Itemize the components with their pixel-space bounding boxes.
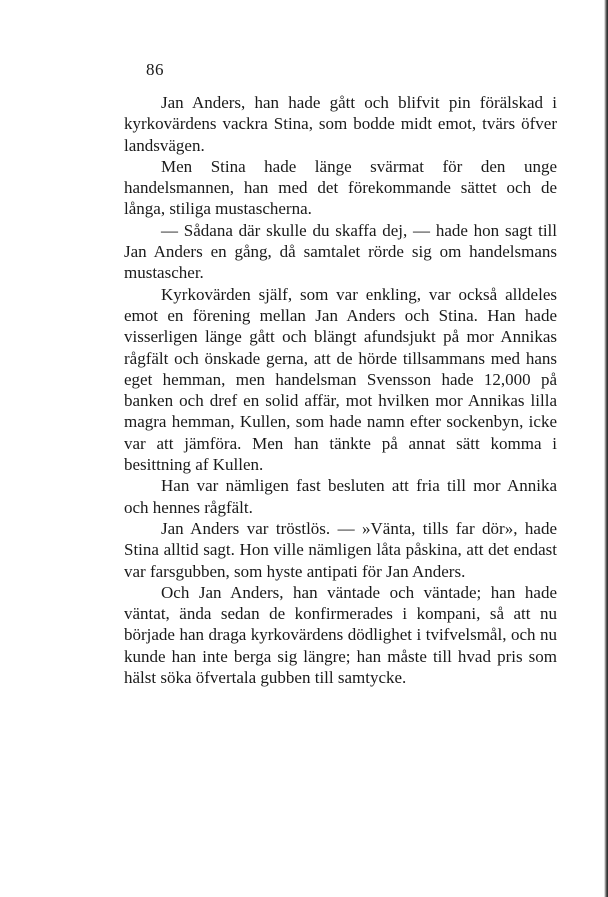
paragraph-3: — Sådana där skulle du skaffa dej, — hade hon sagt till Jan Anders en gång, då samtalet rörde sig om handelsmans mustascher. [124,220,557,283]
paragraph-1: Jan Anders, han hade gått och blifvit pin förälskad i kyrkovärdens vackra Stina, som bodde midt emot, tvärs öfver landsvägen. [124,93,557,155]
paragraph-5: Han var nämligen fast besluten att fria till mor Annika och hennes rågfält. [124,476,557,517]
body-text [124,92,557,688]
paragraph-6: Jan Anders var tröstlös. — »Vänta, tills far dör», hade Stina alltid sagt. Hon ville nämligen låta påskina, att det endast var farsgubben, som hyste antipati för Jan Anders. [124,518,557,581]
paragraph-2: Men Stina hade länge svärmat för den unge handelsmannen, han med det förekommande sättet och de långa, stiliga mustascherna. [124,156,557,219]
page-edge [604,0,608,897]
paragraph-4: Kyrkovärden själf, som var enkling, var också alldeles emot en förening mellan Jan Anders och Stina. Han hade visserligen länge gått och blängt afundsjukt på mor Annikas rågfält och önskade gerna, att de hörde tillsammans med hans eget hemman, men handelsman Svensson hade 12,000 på banken och dref en solid affär, mot hvilken mor Annikas lilla magra hemman, Kullen, som hade namn efter sockenbyn, icke var att jämföra. Men han tänkte på annat sätt komma i besittning af Kullen. [124,284,557,475]
page-number: 86 [146,60,164,79]
paragraph-7: Och Jan Anders, han väntade och väntade; han hade väntat, ända sedan de konfirmerades i kompani, så att nu började han draga kyrkovärdens dödlighet i tvifvelsmål, och nu kunde han inte berga sig längre; han måste till hvad pris som hälst söka öfvertala gubben till samtycke. [124,582,557,688]
